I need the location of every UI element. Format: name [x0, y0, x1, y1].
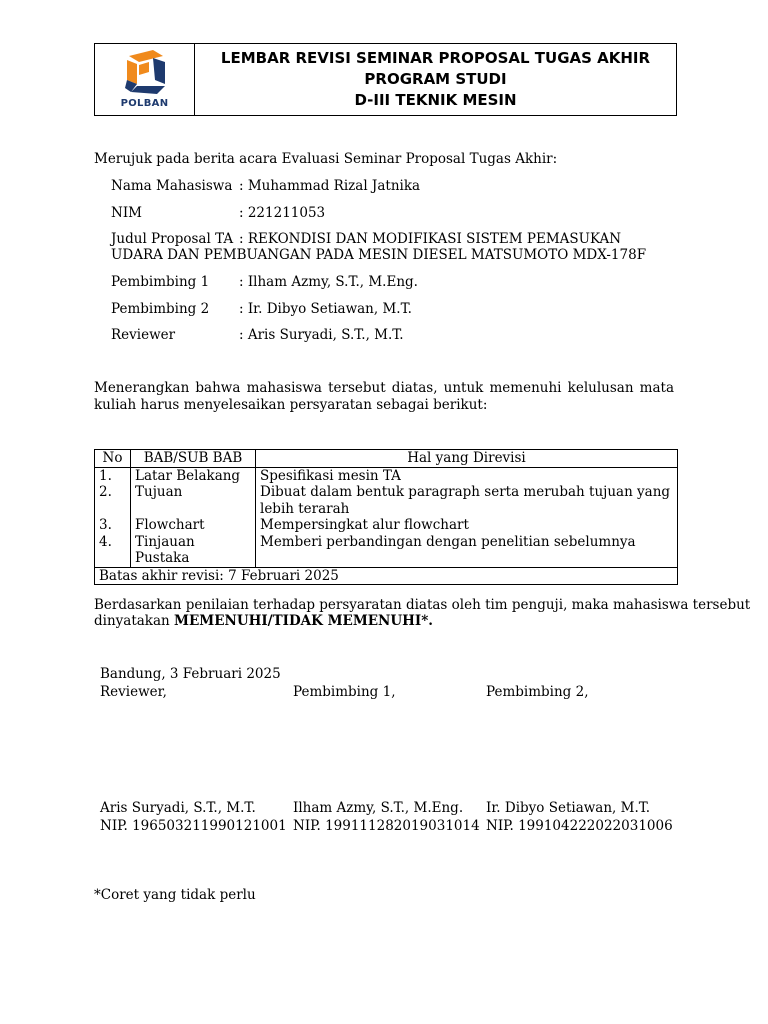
row-hal: Mempersingkat alur flowchart: [256, 517, 678, 534]
row-hal: Memberi perbandingan dengan penelitian sebelumnya: [256, 534, 678, 568]
field-pembimbing1-label: Pembimbing 1: [111, 274, 210, 290]
field-nama-value: : Muhammad Rizal Jatnika: [239, 178, 421, 194]
row-bab: Tinjauan Pustaka: [131, 534, 256, 568]
table-deadline-row: [95, 567, 678, 585]
row-hal: Dibuat dalam bentuk paragraph serta merubah tujuan yang lebih terarah: [256, 484, 678, 517]
table-header-bab: BAB/SUB BAB: [131, 450, 256, 468]
field-reviewer-value: : Aris Suryadi, S.T., M.T.: [239, 327, 404, 343]
table-header-row: [95, 450, 678, 468]
field-judul-label: Judul Proposal TA: [111, 231, 234, 247]
signature-role-pembimbing2: Pembimbing 2,: [486, 684, 589, 700]
signature-nip-reviewer: NIP. 196503211990121001: [100, 818, 287, 834]
table-row: [95, 517, 678, 534]
field-pembimbing1: [111, 274, 418, 291]
row-no: 1.: [95, 467, 131, 484]
conclusion-line-2: [94, 613, 433, 630]
table-header-hal: Hal yang Direvisi: [256, 450, 678, 468]
field-judul-value: : REKONDISI DAN MODIFIKASI SISTEM PEMASUKAN: [239, 231, 622, 247]
field-nim: [111, 205, 325, 222]
table-row: [95, 534, 678, 568]
field-pembimbing2: [111, 301, 412, 318]
field-pembimbing2-label: Pembimbing 2: [111, 301, 210, 317]
deadline-text: Batas akhir revisi: 7 Februari 2025: [95, 567, 678, 585]
field-judul: [111, 231, 621, 248]
signature-role-pembimbing1: Pembimbing 1,: [293, 684, 396, 700]
field-reviewer: [111, 327, 404, 344]
document-header: [94, 43, 677, 116]
row-hal: Spesifikasi mesin TA: [256, 467, 678, 484]
signature-role-reviewer: Reviewer,: [100, 684, 167, 700]
revision-table: [94, 449, 678, 585]
field-pembimbing2-value: : Ir. Dibyo Setiawan, M.T.: [239, 301, 412, 317]
row-bab: Latar Belakang: [131, 467, 256, 484]
conclusion-prefix: dinyatakan: [94, 613, 175, 629]
field-nim-label: NIM: [111, 205, 142, 221]
statement-text: Menerangkan bahwa mahasiswa tersebut diatas, untuk memenuhi kelulusan mata kuliah harus menyelesaikan persyaratan sebagai berikut:: [94, 380, 674, 413]
table-row: [95, 467, 678, 484]
row-no: 2.: [95, 484, 131, 517]
intro-text: Merujuk pada berita acara Evaluasi Seminar Proposal Tugas Akhir:: [94, 151, 558, 167]
field-nim-value: : 221211053: [239, 205, 326, 221]
row-bab: Flowchart: [131, 517, 256, 534]
field-judul-cont: UDARA DAN PEMBUANGAN PADA MESIN DIESEL MATSUMOTO MDX-178F: [111, 247, 647, 263]
row-no: 4.: [95, 534, 131, 568]
signature-nip-pembimbing1: NIP. 199111282019031014: [293, 818, 480, 834]
polban-logo-icon: [119, 50, 171, 96]
field-pembimbing1-value: : Ilham Azmy, S.T., M.Eng.: [239, 274, 418, 290]
table-row: [95, 484, 678, 517]
signature-name-pembimbing1: Ilham Azmy, S.T., M.Eng.: [293, 800, 464, 816]
conclusion-line-1: Berdasarkan penilaian terhadap persyaratan diatas oleh tim penguji, maka mahasiswa tersebut: [94, 597, 751, 613]
row-no: 3.: [95, 517, 131, 534]
signature-nip-pembimbing2: NIP. 199104222022031006: [486, 818, 673, 834]
field-nama: [111, 178, 420, 195]
logo-cell: [95, 44, 195, 115]
place-date: Bandung, 3 Februari 2025: [100, 666, 281, 682]
title-line-3: D-III TEKNIK MESIN: [354, 91, 517, 109]
field-reviewer-label: Reviewer: [111, 327, 176, 343]
row-bab: Tujuan: [131, 484, 256, 517]
signature-name-pembimbing2: Ir. Dibyo Setiawan, M.T.: [486, 800, 651, 816]
header-title: [195, 44, 676, 115]
title-line-2: PROGRAM STUDI: [364, 70, 507, 88]
field-nama-label: Nama Mahasiswa: [111, 178, 233, 194]
title-line-1: LEMBAR REVISI SEMINAR PROPOSAL TUGAS AKHIR: [220, 49, 651, 67]
table-header-no: No: [95, 450, 131, 468]
signature-name-reviewer: Aris Suryadi, S.T., M.T.: [100, 800, 256, 816]
logo-text: POLBAN: [120, 98, 169, 109]
footnote: *Coret yang tidak perlu: [94, 887, 256, 903]
conclusion-status: MEMENUHI/TIDAK MEMENUHI*.: [174, 613, 433, 629]
